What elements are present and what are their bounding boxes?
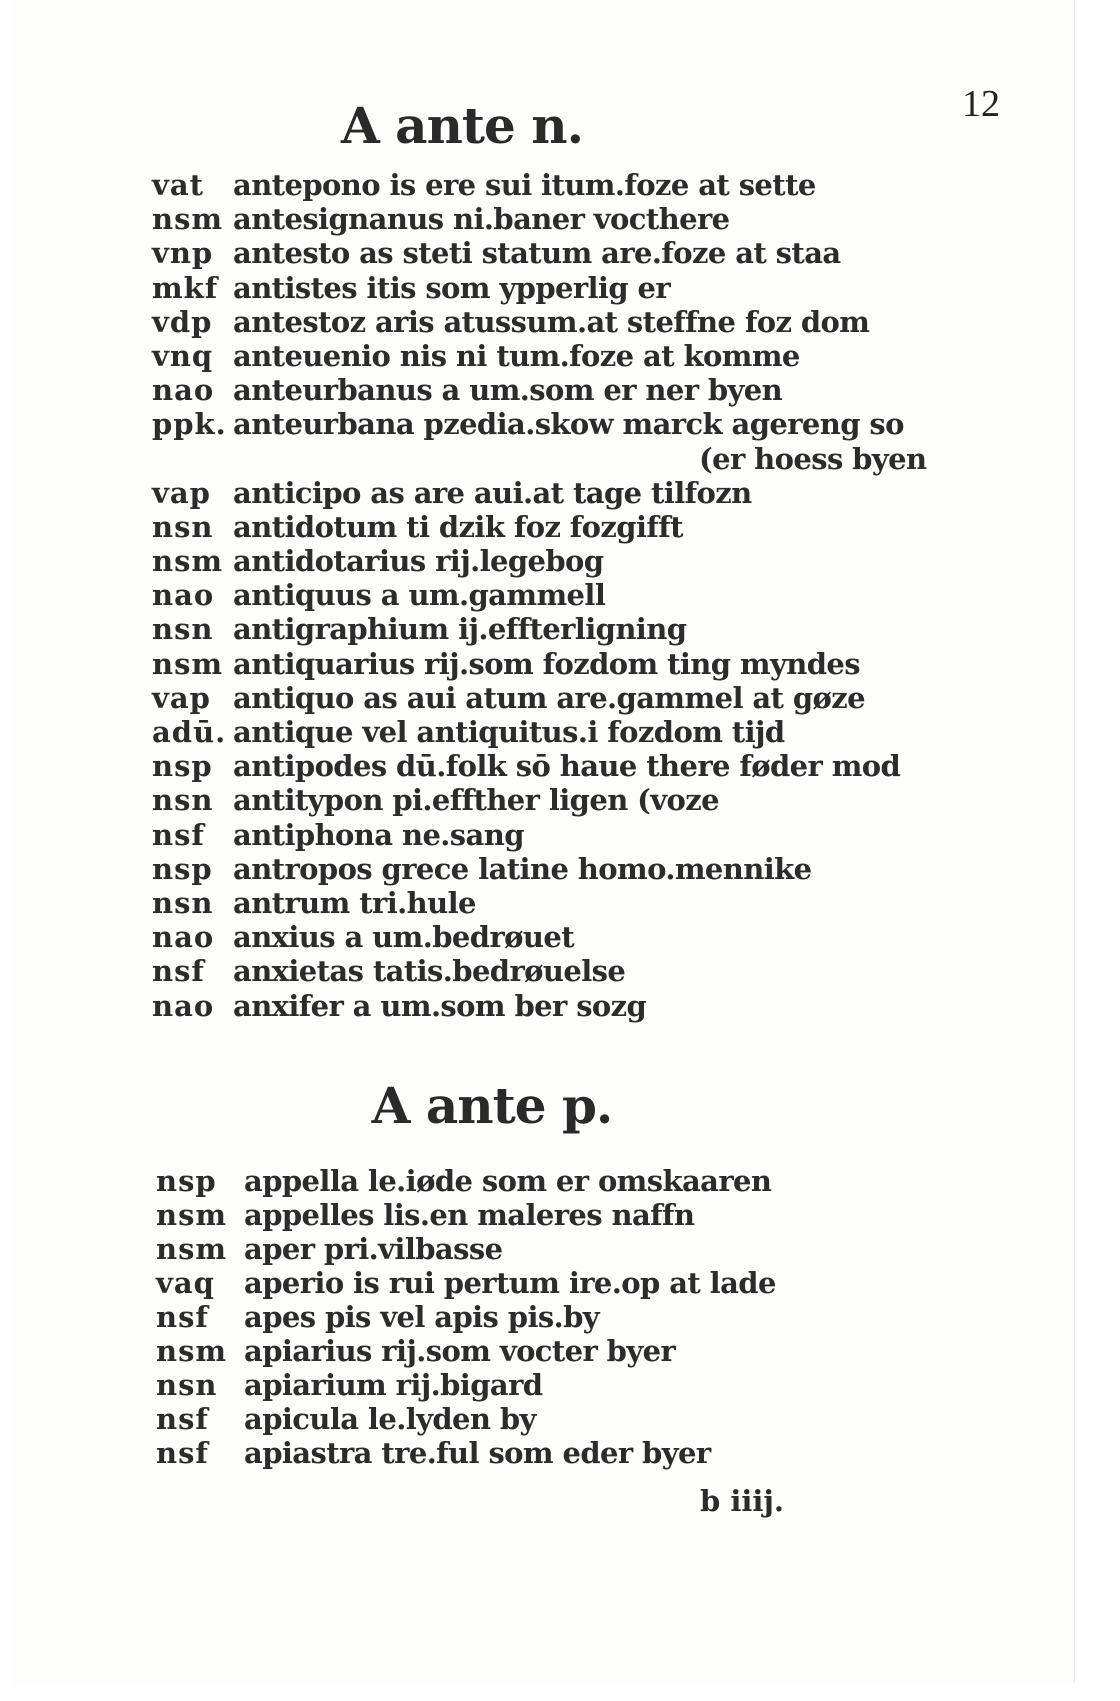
grammar-code: nao [152, 988, 215, 1023]
grammar-code: nsm [152, 646, 224, 681]
grammar-code: nsp [152, 851, 213, 886]
section-heading: A ante n. [340, 96, 584, 155]
book-page [12, 0, 1075, 1683]
grammar-code: vap [152, 680, 211, 715]
entry-text: aperio is rui pertum ire.op at lade [244, 1266, 776, 1300]
entry-text: (er hoess byen [699, 441, 927, 476]
grammar-code: nsm [156, 1198, 228, 1232]
grammar-code: adū. [152, 715, 227, 749]
grammar-code: nsm [156, 1334, 228, 1368]
grammar-code: nsm [156, 1232, 228, 1266]
grammar-code: nsf [152, 817, 205, 852]
grammar-code: nsn [156, 1368, 218, 1402]
grammar-code: nao [152, 920, 215, 955]
entry-text: anxius a um.bedrøuet [233, 920, 574, 955]
grammar-code: nsp [156, 1164, 217, 1198]
section-heading: A ante p. [371, 1076, 613, 1135]
grammar-code: nsm [152, 202, 224, 237]
entry-text: apiastra tre.ful som eder byer [244, 1436, 711, 1470]
grammar-code: nsn [152, 783, 214, 818]
entry-text: apes pis vel apis pis.by [244, 1300, 600, 1334]
entry-text: antistes itis som ypperlig er [233, 270, 671, 305]
grammar-code: ppk. [152, 407, 227, 442]
grammar-code: nsf [156, 1300, 209, 1334]
entry-text: anteurbana pzedia.skow marck agereng so [233, 407, 904, 442]
grammar-code: nao [152, 578, 215, 613]
entry-text: anxietas tatis.bedrøuelse [233, 954, 626, 989]
entry-text: antestoz aris atussum.at steffne foz dom [233, 304, 870, 339]
grammar-code: nsf [156, 1436, 209, 1470]
entry-text: antidotarius rij.legebog [233, 544, 604, 579]
grammar-code: mkf [152, 270, 219, 305]
grammar-code: vnp [152, 236, 214, 271]
grammar-code: nsn [152, 612, 214, 647]
entry-text: antitypon pi.effther ligen (voze [233, 783, 720, 818]
entry-text: appella le.iøde som er omskaaren [244, 1164, 772, 1198]
entry-text: antepono is ere sui itum.foze at sette [233, 168, 816, 202]
entry-text: antidotum ti dzik foz fozgifft [233, 509, 683, 544]
grammar-code: nsm [152, 544, 224, 579]
grammar-code: vap [152, 475, 211, 510]
entry-text: apicula le.lyden by [244, 1402, 536, 1436]
grammar-code: nsf [152, 954, 205, 989]
entry-text: anteurbanus a um.som er ner byen [233, 373, 783, 408]
page-number: 12 [962, 83, 1000, 125]
entry-text: antropos grece latine homo.mennike [233, 851, 812, 886]
grammar-code: vdp [152, 304, 213, 339]
entry-text: antipodes dū.folk sō haue there føder mod [233, 749, 901, 784]
grammar-code: vat [152, 168, 205, 202]
grammar-code: nao [152, 373, 215, 408]
grammar-code: vaq [156, 1266, 215, 1300]
grammar-code: nsn [152, 509, 214, 544]
entry-text: apiarius rij.som vocter byer [244, 1334, 676, 1368]
grammar-code: nsp [152, 749, 213, 784]
entry-text: apiarium rij.bigard [244, 1368, 543, 1402]
entry-text: anxifer a um.som ber sozg [233, 988, 647, 1023]
entry-text: antiquus a um.gammell [233, 578, 606, 613]
entry-text: anticipo as are aui.at tage tilfozn [233, 475, 752, 510]
entry-text: antiphona ne.sang [233, 817, 524, 852]
entry-text: antique vel antiquitus.i fozdom tijd [233, 715, 785, 749]
entry-text: antesignanus ni.baner vocthere [233, 202, 730, 237]
entry-text: antigraphium ij.effterligning [233, 612, 687, 647]
entry-text: appelles lis.en maleres naffn [244, 1198, 695, 1232]
entry-text: antiquarius rij.som fozdom ting myndes [233, 646, 861, 681]
entry-text: antiquo as aui atum are.gammel at gøze [233, 680, 865, 715]
entry-text: anteuenio nis ni tum.foze at komme [233, 338, 800, 373]
catchword: b iiij. [700, 1484, 785, 1518]
grammar-code: nsn [152, 885, 214, 920]
grammar-code: vnq [152, 338, 214, 373]
grammar-code: nsf [156, 1402, 209, 1436]
entry-text: aper pri.vilbasse [244, 1232, 503, 1266]
entry-text: antrum tri.hule [233, 885, 476, 920]
entry-text: antesto as steti statum are.foze at staa [233, 236, 841, 271]
